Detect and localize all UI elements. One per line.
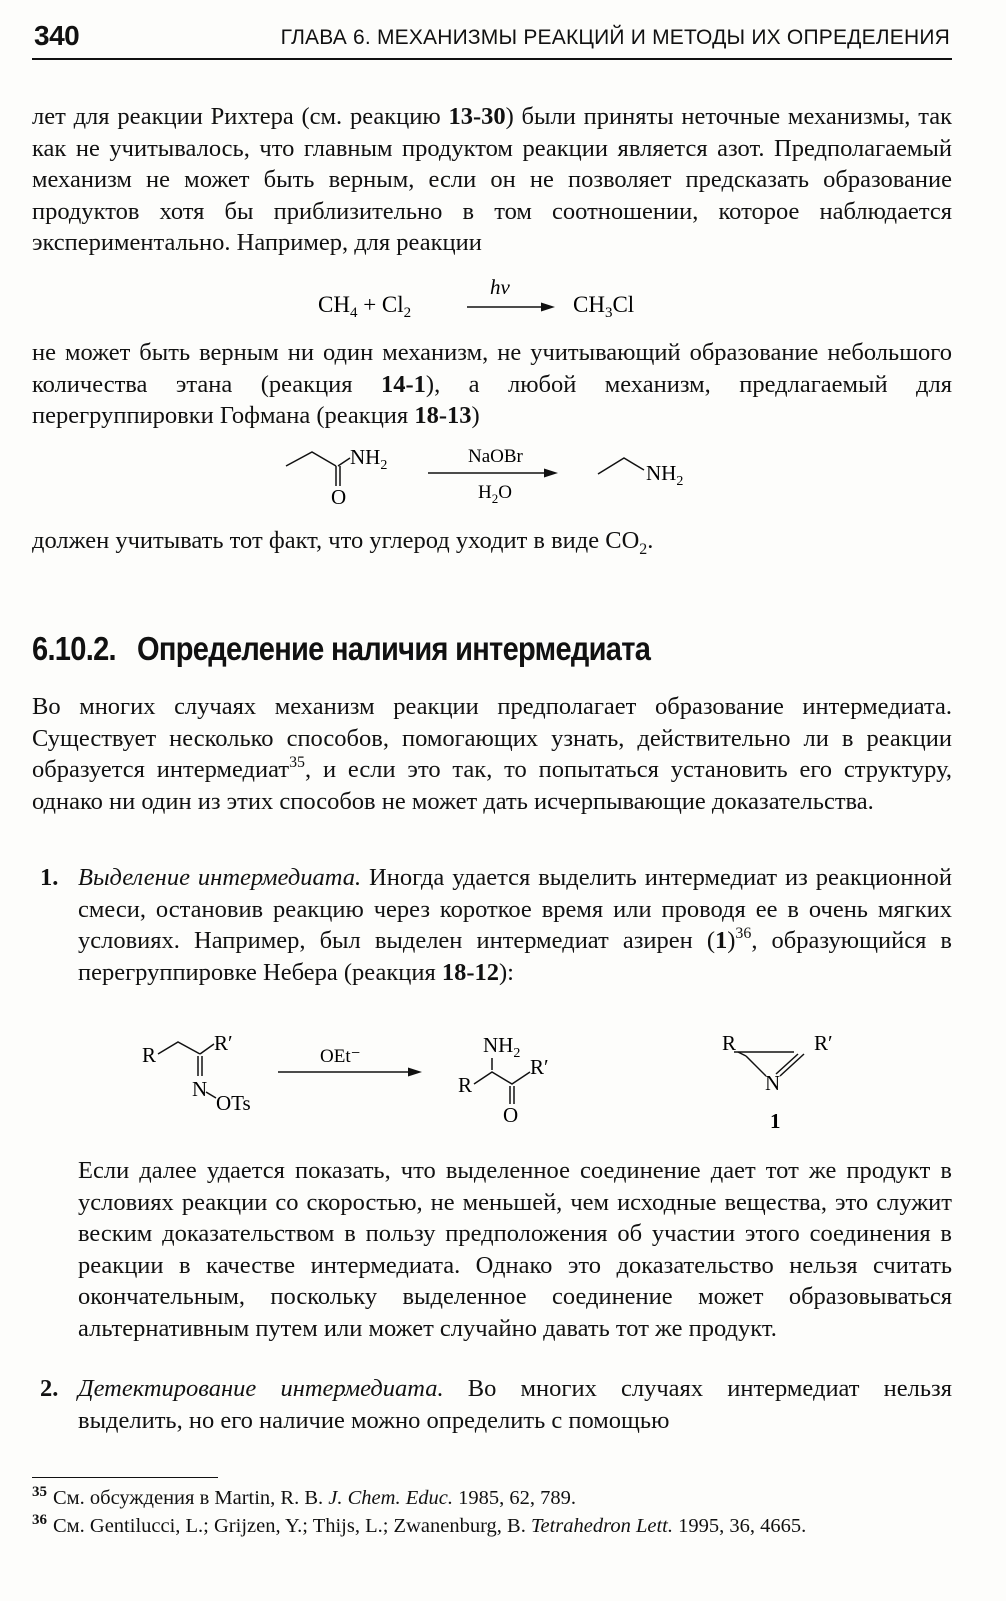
reagent-o: O	[498, 482, 512, 503]
journal: Tetrahedron Lett.	[530, 1515, 673, 1537]
reaction-ref: 18-13	[414, 402, 472, 429]
paragraph-hofmann	[32, 337, 952, 432]
reaction-ref: 14-1	[381, 370, 426, 398]
carbonyl-o: O	[331, 485, 347, 509]
reagent-naobr: NaOBr	[468, 446, 523, 467]
text: )	[727, 927, 736, 954]
r-label: R	[142, 1043, 157, 1067]
reaction-ref: 18-12	[441, 958, 500, 986]
section-number: 6.10.2.	[32, 630, 116, 667]
nh-sub: 2	[513, 1046, 521, 1061]
scheme-hofmann	[280, 440, 720, 515]
reagent-h: H	[478, 482, 492, 503]
plus-cl: + Cl	[357, 292, 404, 317]
product-r-label: R	[458, 1073, 473, 1097]
footnote-ref: 35	[289, 754, 305, 772]
text: См. обсуждения в Martin, R. B.	[53, 1487, 329, 1509]
text: .	[647, 527, 654, 554]
text: 1985, 62, 789.	[452, 1487, 576, 1509]
footnote-35	[32, 1485, 576, 1511]
compound-ref: 1	[715, 927, 728, 954]
paragraph-co2	[32, 525, 952, 557]
reaction-ref: 13-30	[448, 103, 506, 130]
text: 1995, 36, 4665.	[672, 1515, 807, 1537]
text: ):	[499, 958, 514, 986]
list-marker: 1.	[40, 864, 59, 891]
section-heading	[32, 630, 650, 668]
azirine-n-label: N	[765, 1071, 781, 1095]
product-o-label: O	[503, 1103, 519, 1127]
section-title: Определение наличия интермедиата	[137, 630, 651, 667]
reactant-ch: CH	[318, 292, 350, 317]
paragraph-intermediate	[32, 691, 952, 817]
reactant-sub: 4	[349, 305, 358, 321]
paragraph-richter	[32, 101, 952, 259]
footnote-number: 36	[32, 1512, 47, 1529]
svg-text:NH2	[646, 461, 683, 489]
text: См. Gentilucci, L.; Grijzen, Y.; Thijs, L.; Zwanenburg, B.	[53, 1515, 531, 1537]
text: , и если это так, то попытаться установить его структуру, однако ни один из этих способов не может дать исчерпывающие доказательства.	[32, 756, 952, 815]
n-label: N	[192, 1077, 208, 1101]
cl-sub: 2	[403, 305, 412, 321]
running-header: ГЛАВА 6. МЕХАНИЗМЫ РЕАКЦИЙ И МЕТОДЫ ИХ ОПРЕДЕЛЕНИЯ	[280, 26, 950, 49]
text: Иногда удается выделить интермедиат из реакционной смеси, остановив реакцию через короткое время или проводя ее в очень мягких условиях. Например, был выделен интермедиат азирен (	[78, 864, 952, 954]
azirine-r-label: R	[722, 1031, 737, 1055]
footnote-number: 35	[32, 1484, 47, 1501]
product-nh-sub: 2	[676, 474, 684, 489]
azirine-r-prime-label: R′	[814, 1031, 833, 1055]
scheme-methane-chlorination	[300, 272, 660, 333]
text: ), а любой механизм, предлагаемый для перегруппировки Гофмана (реакция	[32, 370, 952, 429]
text: )	[471, 402, 480, 429]
ots-label: OTs	[216, 1091, 251, 1115]
subscript: 2	[639, 540, 648, 558]
list-item-isolation	[78, 862, 952, 988]
list-marker: 2.	[40, 1375, 59, 1402]
scheme-neber	[140, 1030, 860, 1145]
footnote-ref: 36	[735, 925, 752, 943]
svg-text:NH2	[350, 445, 387, 473]
footnote-36	[32, 1513, 806, 1539]
text: ) были приняты неточные механизмы, так как не учитывалось, что главным продуктом реакции является азот. Предполагаемый механизм не может быть верным, если он не позволяет предсказать образование продуктов хотя бы приблизительно в том соотношении, которое наблюдается экспериментально. Например, для реакции	[32, 103, 952, 256]
footnote-rule	[32, 1477, 218, 1478]
product-ch: CH	[573, 292, 605, 317]
reactant-nh: NH	[350, 445, 381, 469]
text: Во многих случаях механизм реакции предполагает образование интермедиата. Существует несколько способов, помогающих узнать, действительно ли в реакции образуется интермедиат	[32, 693, 952, 783]
reactant-nh-sub: 2	[380, 458, 388, 473]
product-nh: NH	[646, 461, 677, 485]
r-prime-label: R′	[214, 1031, 233, 1055]
reagent-h-sub: 2	[491, 491, 499, 506]
compound-number: 1	[770, 1109, 781, 1133]
item-title: Выделение интермедиата.	[78, 864, 362, 891]
text: должен учитывать тот факт, что углерод уходит в виде CO	[32, 527, 640, 554]
journal: J. Chem. Educ.	[328, 1487, 453, 1509]
product-cl: Cl	[612, 292, 635, 317]
text: не может быть верным ни один механизм, не учитывающий образование небольшого количества этана (реакция	[32, 339, 952, 398]
svg-text:NH2	[483, 1033, 520, 1061]
reagent-oet: OEt⁻	[320, 1046, 361, 1067]
text: Во многих случаях интермедиат нельзя выделить, но его наличие можно определить с помощью	[78, 1375, 952, 1434]
text: лет для реакции Рихтера (см. реакцию	[32, 103, 449, 130]
product-r-prime-label: R′	[530, 1055, 549, 1079]
header-rule	[32, 58, 952, 60]
nh-label: NH	[483, 1033, 514, 1057]
list-item-detection	[78, 1373, 952, 1436]
item-title: Детектирование интермедиата.	[78, 1375, 444, 1402]
condition-hv: hν	[490, 275, 510, 299]
svg-text:H2O	[478, 482, 512, 506]
page-number: 340	[34, 20, 80, 51]
svg-text:CH3Cl	[573, 292, 634, 321]
svg-text:CH4 + Cl2	[318, 292, 411, 321]
product-sub: 3	[604, 305, 613, 321]
text: , образующийся в перегруппировке Небера (реакция	[78, 927, 952, 986]
list-item-isolation-continuation: Если далее удается показать, что выделенное соединение дает тот же продукт в условиях реакции со скоростью, не меньшей, чем исходные вещества, это служит веским доказательством в пользу предположения об участии этого соединения в реакции в качестве интермедиата. Однако это доказательство нельзя считать окончательным, поскольку выделенное соединение может образовываться альтернативным путем или может случайно давать тот же продукт.	[78, 1157, 952, 1342]
